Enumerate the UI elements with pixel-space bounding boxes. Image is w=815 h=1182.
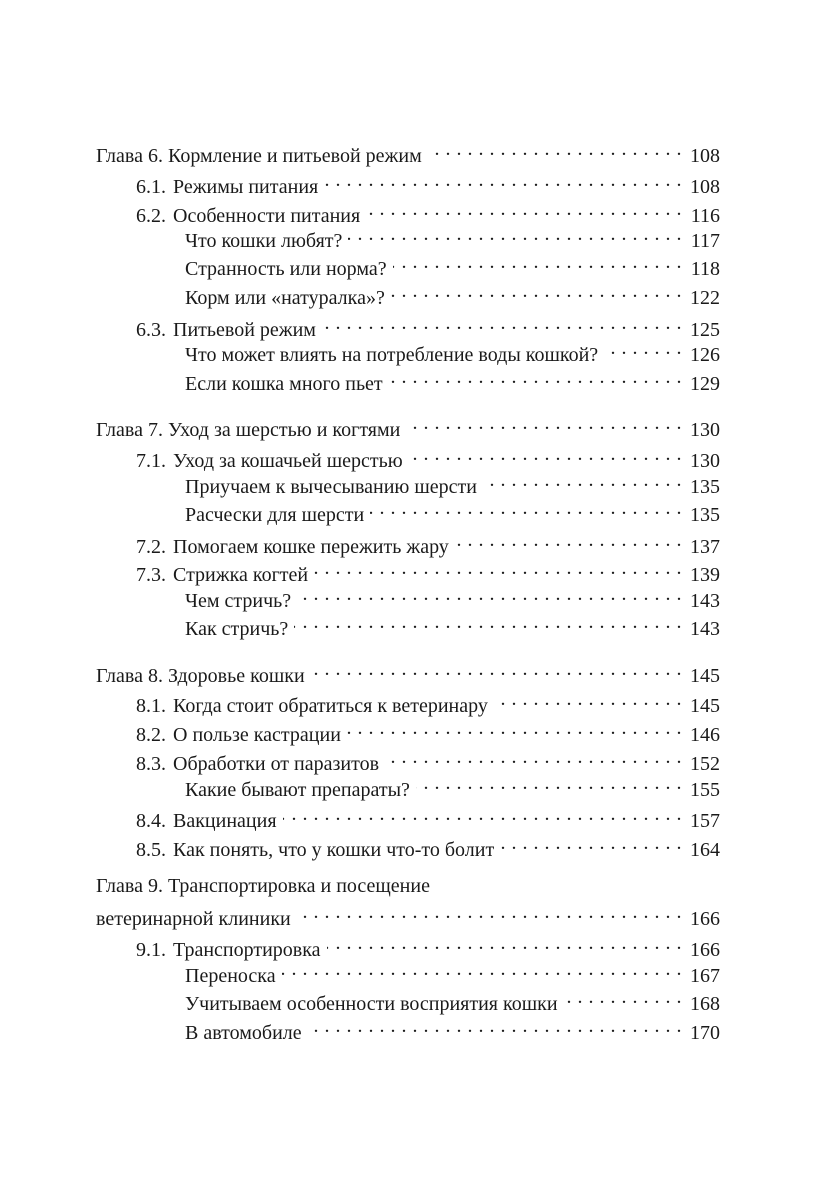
toc-entry-page-number: 157 xyxy=(690,810,720,832)
toc-entry-title: Стрижка когтей xyxy=(173,564,309,586)
toc-entry-title: Чем стричь? xyxy=(185,590,292,612)
toc-entry-page-number: 118 xyxy=(690,258,720,280)
toc-chapter-entry xyxy=(96,656,720,689)
dot-leader xyxy=(366,196,682,222)
toc-entry-page-number: 170 xyxy=(690,1022,720,1044)
toc-entry-page-number: 145 xyxy=(690,665,720,687)
dot-leader xyxy=(494,686,682,712)
chapter-9-heading-line1: Глава 9. Транспортировка и посещение xyxy=(96,875,430,897)
toc-entry-number: 8.4. xyxy=(136,810,171,832)
toc-entry-number: Глава 8. xyxy=(96,665,168,687)
dot-leader xyxy=(370,495,682,521)
toc-entry xyxy=(185,278,720,311)
dot-leader xyxy=(483,467,682,493)
toc-entry-page-number: 135 xyxy=(690,476,720,498)
toc-chapter-entry xyxy=(96,410,720,443)
toc-entry-page-number: 155 xyxy=(690,779,720,801)
toc-entry-number: Глава 7. xyxy=(96,419,168,441)
dot-leader xyxy=(294,609,682,635)
dot-leader xyxy=(393,249,682,275)
toc-entry-number: 7.1. xyxy=(136,450,171,472)
toc-entry-title: Странность или норма? xyxy=(185,258,387,280)
dot-leader xyxy=(389,364,682,390)
dot-leader xyxy=(416,770,682,796)
toc-entry xyxy=(185,609,720,642)
dot-leader xyxy=(500,830,682,856)
dot-leader xyxy=(314,555,682,581)
dot-leader xyxy=(308,1013,682,1039)
toc-entry-title: Вакцинация xyxy=(173,810,277,832)
dot-leader xyxy=(297,581,682,607)
toc-entry-title: Что кошки любят? xyxy=(185,230,343,252)
toc-entry-title: Когда стоит обратиться к ветеринару xyxy=(173,695,488,717)
toc-entry-title: Как стричь? xyxy=(185,618,289,640)
toc-entry xyxy=(185,1013,720,1046)
toc-entry xyxy=(185,495,720,528)
toc-entry-page-number: 143 xyxy=(690,618,720,640)
toc-entry-title: Транспортировка xyxy=(173,939,321,961)
toc-entry-title: Особенности питания xyxy=(173,205,361,227)
dot-leader xyxy=(282,956,682,982)
toc-entry-page-number: 166 xyxy=(690,908,720,930)
dot-leader xyxy=(347,715,682,741)
toc-entry-number: 8.5. xyxy=(136,839,171,861)
toc-entry-page-number: 130 xyxy=(690,419,720,441)
dot-leader xyxy=(564,984,682,1010)
toc-entry-page-number: 135 xyxy=(690,504,720,526)
toc-entry-title: Уход за шерстью и когтями xyxy=(167,419,401,441)
toc-entry-title: Как понять, что у кошки что-то болит xyxy=(173,839,495,861)
toc-entry xyxy=(185,364,720,397)
toc-entry xyxy=(185,770,720,803)
toc-entry-page-number: 168 xyxy=(690,993,720,1015)
dot-leader xyxy=(385,744,682,770)
toc-entry-page-number: 152 xyxy=(690,753,720,775)
toc-entry-title: Питьевой режим xyxy=(173,319,316,341)
toc-entry-page-number: 117 xyxy=(690,230,720,252)
toc-entry-page-number: 139 xyxy=(690,564,720,586)
toc-entry-title: ветеринарной клиники xyxy=(96,908,291,930)
dot-leader xyxy=(428,136,682,162)
dot-leader xyxy=(409,441,682,467)
toc-entry-page-number: 166 xyxy=(690,939,720,961)
toc-entry-title: Что может влиять на потребление воды кошкой? xyxy=(185,344,599,366)
dot-leader xyxy=(283,801,682,827)
toc-entry-page-number: 126 xyxy=(690,344,720,366)
dot-leader xyxy=(604,335,682,361)
toc-entry-title: Приучаем к вычесыванию шерсти xyxy=(185,476,477,498)
toc-entry-number: 6.3. xyxy=(136,319,171,341)
toc-entry-title: Обработки от паразитов xyxy=(173,753,380,775)
toc-entry-title: Здоровье кошки xyxy=(167,665,305,687)
toc-entry-page-number: 122 xyxy=(690,287,720,309)
toc-entry-title: Если кошка много пьет xyxy=(185,373,383,395)
dot-leader xyxy=(348,221,682,247)
toc-entry-page-number: 167 xyxy=(690,965,720,987)
toc-entry-title: В автомобиле xyxy=(185,1022,302,1044)
toc-entry-page-number: 108 xyxy=(690,176,720,198)
dot-leader xyxy=(322,310,682,336)
toc-entry-number: 7.3. xyxy=(136,564,171,586)
dot-leader xyxy=(391,278,682,304)
toc-entry-title: Переноска xyxy=(185,965,276,987)
toc-entry-title: Расчески для шерсти xyxy=(185,504,365,526)
toc-chapter-entry xyxy=(96,136,720,169)
toc-entry-page-number: 143 xyxy=(690,590,720,612)
toc-entry-title: Уход за кошачьей шерстью xyxy=(173,450,403,472)
dot-leader xyxy=(324,167,682,193)
toc-entry-number: 9.1. xyxy=(136,939,171,961)
toc-entry-page-number: 125 xyxy=(690,319,720,341)
dot-leader xyxy=(297,899,682,925)
toc-entry-page-number: 116 xyxy=(690,205,720,227)
dot-leader xyxy=(311,656,682,682)
dot-leader xyxy=(455,527,682,553)
toc-entry-number: 8.2. xyxy=(136,724,171,746)
toc-entry-number: 8.1. xyxy=(136,695,171,717)
dot-leader xyxy=(327,930,682,956)
toc-entry-page-number: 129 xyxy=(690,373,720,395)
toc-entry-number: 6.2. xyxy=(136,205,171,227)
toc-entry-number: 8.3. xyxy=(136,753,171,775)
toc-entry-page-number: 164 xyxy=(690,839,720,861)
toc-entry-number: 6.1. xyxy=(136,176,171,198)
toc-entry-page-number: 145 xyxy=(690,695,720,717)
toc-entry-title: Кормление и питьевой режим xyxy=(167,145,422,167)
toc-entry-title: Учитываем особенности восприятия кошки xyxy=(185,993,558,1015)
toc-entry-title: Какие бывают препараты? xyxy=(185,779,410,801)
toc-entry-title: Режимы питания xyxy=(173,176,319,198)
toc-entry-number: Глава 6. xyxy=(96,145,168,167)
toc-entry-title: О пользе кастрации xyxy=(173,724,341,746)
toc-entry-page-number: 137 xyxy=(690,536,720,558)
toc-entry-number: 7.2. xyxy=(136,536,171,558)
toc-entry xyxy=(136,830,720,863)
toc-entry-page-number: 108 xyxy=(690,145,720,167)
toc-entry-page-number: 130 xyxy=(690,450,720,472)
toc-entry-title: Корм или «натуралка»? xyxy=(185,287,385,309)
toc-entry-title: Помогаем кошке пережить жару xyxy=(173,536,449,558)
toc-chapter-entry xyxy=(96,899,720,932)
dot-leader xyxy=(406,410,682,436)
toc-entry-page-number: 146 xyxy=(690,724,720,746)
